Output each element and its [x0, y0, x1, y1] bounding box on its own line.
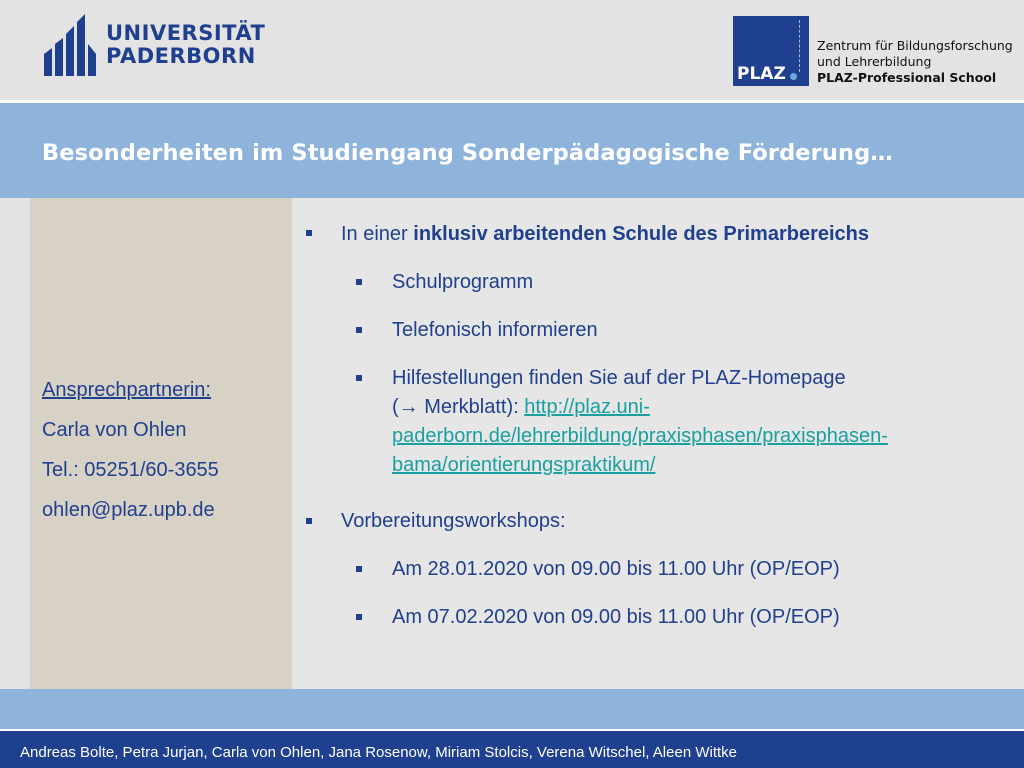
plaz-subtitle-line1: Zentrum für Bildungsforschung [817, 38, 1013, 53]
plaz-logo [733, 16, 1013, 86]
contact-label: Ansprechpartnerin: [42, 379, 211, 401]
university-name-line2: PADERBORN [106, 44, 256, 68]
sub-item-hilfestellungen: Hilfestellungen finden Sie auf der PLAZ-Homepage (→ Merkblatt): http://plaz.uni- paderborn.de/lehrerbildung/praxisphasen/praxisphasen- bama/orientierungspraktikum/ [392, 364, 992, 480]
sub-item-telefonisch: Telefonisch informieren [392, 319, 598, 341]
list-item-workshops: Vorbereitungsworkshops: [341, 510, 566, 532]
contact-phone: Tel.: 05251/60-3655 [42, 459, 219, 481]
left-margin-strip [0, 198, 30, 689]
bullet-icon [306, 518, 312, 524]
footer-authors: Andreas Bolte, Petra Jurjan, Carla von Ohlen, Jana Rosenow, Miriam Stolcis, Verena Witschel, Aleen Wittke [20, 744, 737, 761]
plaz-dashed-line [799, 20, 801, 72]
plaz-logo-box [733, 16, 809, 86]
merkblatt-link-part1[interactable]: http://plaz.uni- [524, 396, 650, 418]
sub-item-workshop-date-2: Am 07.02.2020 von 09.00 bis 11.00 Uhr (OP/EOP) [392, 606, 840, 628]
sub-bullet-icon [356, 614, 362, 620]
contact-email: ohlen@plaz.upb.de [42, 499, 215, 521]
university-emblem-icon [44, 14, 96, 76]
sub-bullet-icon [356, 279, 362, 285]
university-name-line1: UNIVERSITÄT [106, 21, 266, 45]
sub-item-workshop-date-1: Am 28.01.2020 von 09.00 bis 11.00 Uhr (OP/EOP) [392, 558, 840, 580]
merkblatt-link-part2[interactable]: paderborn.de/lehrerbildung/praxisphasen/praxisphasen- [392, 425, 888, 447]
university-logo [44, 14, 265, 76]
plaz-subtitle-line2: und Lehrerbildung [817, 54, 932, 69]
sub-bullet-icon [356, 375, 362, 381]
list-item-text: In einer [341, 223, 414, 245]
plaz-logo-text: PLAZ [737, 64, 786, 84]
title-band-divider [0, 100, 1024, 103]
sub-bullet-icon [356, 566, 362, 572]
plaz-dot-icon [790, 73, 797, 80]
bullet-icon [306, 230, 312, 236]
sub-bullet-icon [356, 327, 362, 333]
list-item-bold-text: inklusiv arbeitenden Schule des Primarbereichs [413, 223, 869, 245]
slide-title: Besonderheiten im Studiengang Sonderpädagogische Förderung… [42, 140, 893, 166]
list-item-inclusive-school [341, 220, 869, 249]
merkblatt-link-part3[interactable]: bama/orientierungspraktikum/ [392, 454, 656, 476]
sub-item-schulprogramm: Schulprogramm [392, 271, 534, 293]
sub-item-hilfestellungen-text: Hilfestellungen finden Sie auf der PLAZ-Homepage [392, 367, 846, 389]
bottom-band [0, 689, 1024, 731]
arrow-icon: → [398, 396, 419, 418]
plaz-subtitle-line3: PLAZ-Professional School [817, 70, 997, 85]
contact-name: Carla von Ohlen [42, 419, 187, 441]
contact-info [42, 370, 219, 530]
